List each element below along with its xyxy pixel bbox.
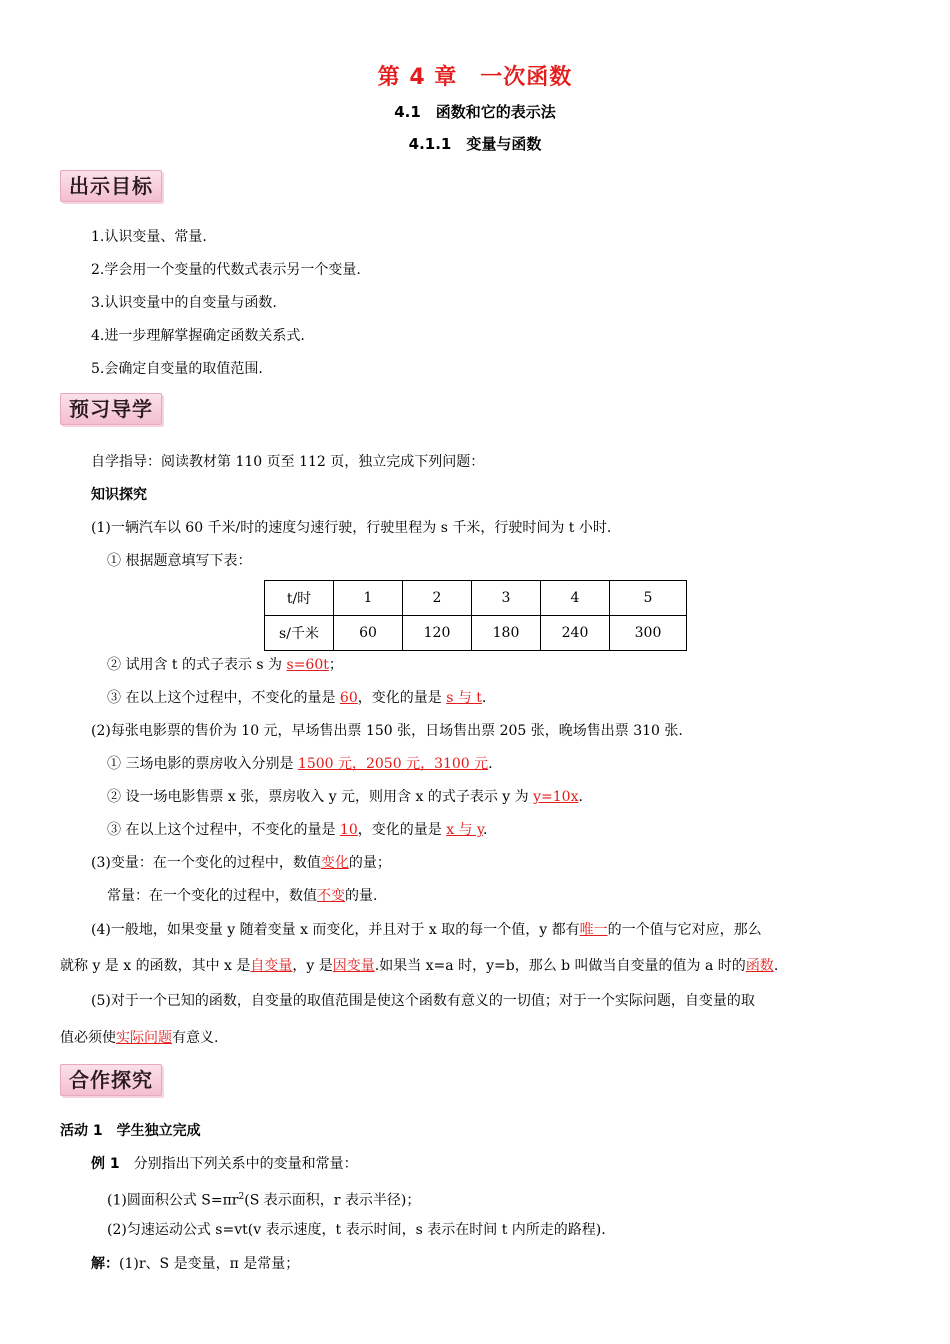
banner-goals: 出示目标 bbox=[60, 170, 162, 202]
question-1-2 bbox=[107, 655, 343, 675]
table-cell: t/时 bbox=[265, 581, 334, 616]
answer: 唯一 bbox=[579, 922, 608, 938]
subsection-title: 4.1.1 变量与函数 bbox=[408, 135, 542, 153]
chapter-title: 第 4 章 一次函数 bbox=[377, 65, 573, 90]
table-cell: 1 bbox=[334, 581, 403, 616]
answer: x 与 y bbox=[446, 822, 484, 838]
text: (3)变量：在一个变化的过程中，数值 bbox=[91, 855, 321, 871]
question-2-3 bbox=[107, 820, 488, 840]
question-1-1: ① 根据题意填写下表： bbox=[107, 553, 252, 569]
example-label: 例 1 bbox=[91, 1156, 120, 1172]
answer: 不变 bbox=[317, 888, 345, 904]
text: (4)一般地，如果变量 y 随着变量 x 而变化，并且对于 x 取的每一个值，y 都有 bbox=[91, 922, 580, 938]
superscript: 2 bbox=[238, 1192, 245, 1202]
table-cell: 300 bbox=[610, 616, 687, 651]
answer: 1500 元，2050 元，3100 元 bbox=[297, 756, 489, 772]
question-2-1 bbox=[107, 754, 493, 774]
question-4-line2 bbox=[60, 956, 778, 976]
text: 就称 y 是 x 的函数，其中 x 是 bbox=[60, 958, 251, 974]
table-cell: 2 bbox=[403, 581, 472, 616]
table-cell: 120 bbox=[403, 616, 472, 651]
solution-label: 解： bbox=[91, 1256, 119, 1272]
answer: 60 bbox=[339, 690, 358, 706]
solution bbox=[91, 1254, 299, 1274]
goal-item: 2.学会用一个变量的代数式表示另一个变量. bbox=[91, 262, 361, 278]
question-1: (1)一辆汽车以 60 千米/时的速度匀速行驶，行驶里程为 s 千米，行驶时间为 t 小时. bbox=[91, 520, 612, 536]
answer: 变化 bbox=[320, 855, 349, 871]
text: ，y 是 bbox=[292, 958, 333, 974]
table-cell: 240 bbox=[541, 616, 610, 651]
activity-title: 活动 1 学生独立完成 bbox=[60, 1123, 201, 1139]
text: . bbox=[481, 690, 487, 706]
question-2: (2)每张电影票的售价为 10 元，早场售出票 150 张，日场售出票 205 张，晚场售出票 310 张. bbox=[91, 723, 683, 739]
table-cell: 3 bbox=[472, 581, 541, 616]
table-cell: 180 bbox=[472, 616, 541, 651]
text: 的量； bbox=[348, 855, 391, 871]
text: . bbox=[483, 822, 488, 838]
question-4-line1 bbox=[91, 920, 762, 940]
text: ① 三场电影的票房收入分别是 bbox=[107, 756, 298, 772]
goal-item: 1.认识变量、常量. bbox=[91, 229, 207, 245]
goal-item: 4.进一步理解掌握确定函数关系式. bbox=[91, 328, 305, 344]
text: 有意义. bbox=[172, 1030, 219, 1046]
answer: 10 bbox=[339, 822, 358, 838]
answer: 函数 bbox=[745, 958, 774, 974]
goal-item: 5.会确定自变量的取值范围. bbox=[91, 361, 263, 377]
study-guide: 自学指导：阅读教材第 110 页至 112 页，独立完成下列问题： bbox=[91, 454, 485, 470]
answer: 实际问题 bbox=[116, 1030, 172, 1046]
section-title: 4.1 函数和它的表示法 bbox=[394, 103, 556, 121]
text: ② 设一场电影售票 x 张，票房收入 y 元，则用含 x 的式子表示 y 为 bbox=[107, 789, 534, 805]
banner-cooperate: 合作探究 bbox=[60, 1064, 162, 1096]
question-5-line2 bbox=[60, 1028, 218, 1048]
question-3 bbox=[91, 853, 391, 873]
question-1-3 bbox=[107, 688, 486, 708]
text: . bbox=[578, 789, 583, 805]
example-1-item-2: (2)匀速运动公式 s=vt(v 表示速度，t 表示时间，s 表示在时间 t 内所走的路程). bbox=[107, 1222, 606, 1238]
text: .如果当 x=a 时，y=b，那么 b 叫做当自变量的值为 a 时的 bbox=[374, 958, 746, 974]
text: ，变化的量是 bbox=[357, 822, 447, 838]
table-row bbox=[265, 616, 687, 651]
answer: 因变量 bbox=[332, 958, 375, 974]
text: ② 试用含 t 的式子表示 s 为 bbox=[107, 657, 287, 673]
answer: s=60t bbox=[286, 657, 329, 673]
banner-preview: 预习导学 bbox=[60, 393, 162, 425]
text: ，变化的量是 bbox=[357, 690, 447, 706]
example-1-item-1 bbox=[107, 1187, 420, 1211]
example-1 bbox=[91, 1154, 358, 1174]
text: 的一个值与它对应，那么 bbox=[607, 922, 762, 938]
text: (1)r、S 是变量，π 是常量； bbox=[119, 1256, 300, 1272]
table-cell: 5 bbox=[610, 581, 687, 616]
table-cell: 60 bbox=[334, 616, 403, 651]
answer: 自变量 bbox=[250, 958, 293, 974]
knowledge-title: 知识探究 bbox=[91, 487, 147, 503]
text: 常量：在一个变化的过程中，数值 bbox=[107, 888, 317, 904]
text: ③ 在以上这个过程中，不变化的量是 bbox=[107, 690, 340, 706]
text: (S 表示面积，r 表示半径)； bbox=[244, 1192, 421, 1209]
answer: s 与 t bbox=[446, 690, 482, 706]
answer: y=10x bbox=[533, 789, 579, 805]
text: 分别指出下列关系中的变量和常量： bbox=[119, 1156, 358, 1172]
question-5-line1: (5)对于一个已知的函数，自变量的取值范围是使这个函数有意义的一切值；对于一个实际问题，自变量的取 bbox=[91, 993, 755, 1009]
text: . bbox=[773, 958, 779, 974]
question-2-2 bbox=[107, 787, 583, 807]
table-row bbox=[265, 581, 687, 616]
question-3-constant bbox=[107, 886, 377, 906]
goal-item: 3.认识变量中的自变量与函数. bbox=[91, 295, 277, 311]
speed-table bbox=[264, 580, 687, 651]
table-cell: 4 bbox=[541, 581, 610, 616]
table-cell: s/千米 bbox=[265, 616, 334, 651]
text: ； bbox=[328, 657, 343, 673]
text: 的量. bbox=[345, 888, 378, 904]
text: ③ 在以上这个过程中，不变化的量是 bbox=[107, 822, 340, 838]
text: . bbox=[488, 756, 493, 772]
text: (1)圆面积公式 S=πr bbox=[107, 1192, 239, 1209]
text: 值必须使 bbox=[60, 1030, 116, 1046]
